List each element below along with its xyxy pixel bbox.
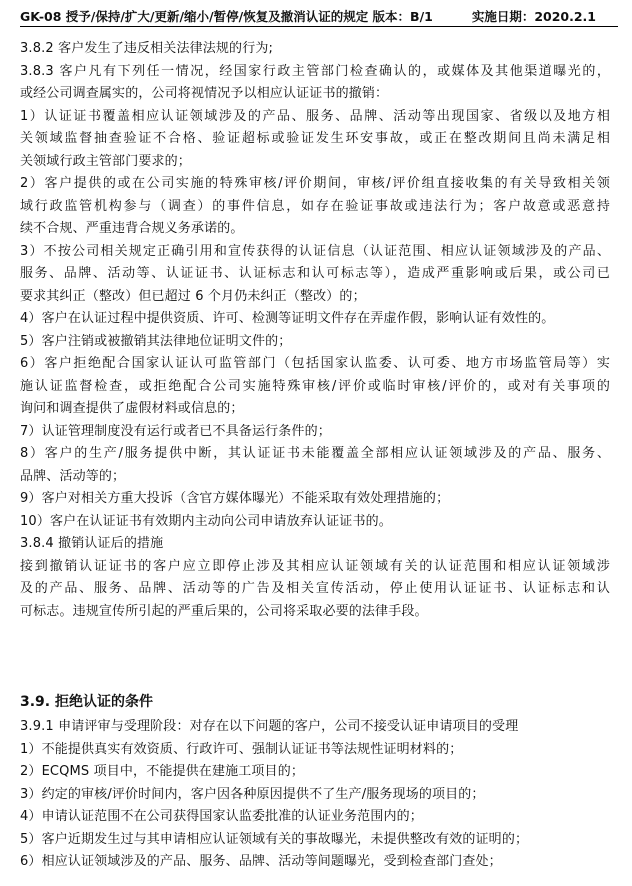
text-line: 3.9.1 申请评审与受理阶段：对存在以下问题的客户，公司不接受认证申请项目的受理 — [20, 719, 519, 734]
text-line: 4）客户在认证过程中提供资质、许可、检测等证明文件存在弄虚作假，影响认证有效性的。 — [20, 311, 555, 326]
document-body-section-3-8 — [20, 38, 610, 623]
text-line: 4）申请认证范围不在公司获得国家认监委批准的认证业务范围内的； — [20, 809, 423, 824]
text-line: 9）客户对相关方重大投诉（含官方媒体曝光）不能采取有效处理措施的； — [20, 491, 450, 506]
text-line: 3）不按公司相关规定正确引用和宣传获得的认证信息（认证范围、相应认证领域涉及的产品、 — [20, 243, 610, 259]
text-line: 续不合规、严重违背合规义务承诺的。 — [20, 221, 244, 236]
text-line: 6）客户拒绝配合国家认证认可监管部门（包括国家认监委、认可委、地方市场监管局等）实 — [20, 356, 610, 371]
page-header — [20, 0, 618, 27]
text-line: 2）ECQMS 项目中，不能提供在建施工项目的； — [20, 764, 304, 779]
text-line: 6）相应认证领域涉及的产品、服务、品牌、活动等间题曝光，受到检查部门查处； — [20, 854, 502, 869]
text-line: 要求其纠正（整改）但已超过 6 个月仍未纠正（整改）的； — [20, 288, 366, 304]
text-line: 关领域监督抽查验证不合格、验证超标或验证发生环安事故，或正在整改期间且尚未满足相 — [20, 131, 610, 146]
text-line: 1）不能提供真实有效资质、行政许可、强制认证证书等法规性证明材料的； — [20, 741, 463, 757]
text-line: 及的产品、服务、品牌、活动等的广告及相关宣传活动，停止使用认证证书、认证标志和认 — [20, 581, 610, 596]
text-line: 服务、品牌、活动等、认证证书、认证标志和认可标志等），造成严重影响或后果，或公司已 — [20, 266, 610, 281]
text-line: 10）客户在认证证书有效期内主动向公司申请放弃认证证书的。 — [20, 513, 392, 529]
effective-date: 实施日期：2020.2.1 — [471, 9, 596, 24]
text-line: 关领域行政主管部门要求的； — [20, 153, 191, 169]
text-line: 7）认证管理制度没有运行或者已不具备运行条件的； — [20, 423, 331, 439]
text-line: 品牌、活动等的； — [20, 468, 126, 484]
text-line: 1）认证证书覆盖相应认证领域涉及的产品、服务、品牌、活动等出现国家、省级以及地方相 — [20, 108, 610, 124]
text-line: 5）客户近期发生过与其申请相应认证领域有关的事故曝光，未提供整改有效的证明的； — [20, 831, 529, 847]
text-line: 3.8.4 撤销认证后的措施 — [20, 536, 164, 551]
text-line: 3.8.3 客户凡有下列任一情况，经国家行政主管部门检查确认的，或媒体及其他渠道曝光的， — [20, 63, 610, 79]
text-line: 接到撤销认证证书的客户应立即停止涉及其相应认证领域有关的认证范围和相应认证领域涉 — [20, 558, 610, 574]
text-line: 施认证监督检查，或拒绝配合公司实施特殊审核/评价或临时审核/评价的，或对有关事项的 — [20, 378, 610, 394]
document-title: GK-08 授予/保持/扩大/更新/缩小/暂停/恢复及撤消认证的规定 版本：B/1 — [20, 9, 433, 24]
text-line: 可标志。违规宣传所引起的严重后果的，公司将采取必要的法律手段。 — [20, 603, 428, 619]
text-line: 或经公司调查属实的，公司将视情况予以相应认证证书的撤销： — [20, 86, 389, 101]
text-line: 域行政监管机构参与（调查）的事件信息，如存在验证事故或违法行为；客户故意或恶意持 — [20, 198, 610, 214]
section-heading-3-9: 3.9. 拒绝认证的条件 — [20, 694, 153, 710]
document-body-section-3-9 — [20, 716, 610, 874]
text-line: 2）客户提供的或在公司实施的特殊审核/评价期间，审核/评价组直接收集的有关导致相关领 — [20, 176, 610, 191]
text-line: 5）客户注销或被撤销其法律地位证明文件的； — [20, 333, 292, 349]
text-line: 8）客户的生产/服务提供中断，其认证证书未能覆盖全部相应认证领域涉及的产品、服务、 — [20, 446, 610, 461]
text-line: 询问和调查提供了虚假材料或信息的； — [20, 401, 244, 416]
text-line: 3.8.2 客户发生了违反相关法律法规的行为; — [20, 41, 274, 56]
text-line: 3）约定的审核/评价时间内，客户因各种原因提供不了生产/服务现场的项目的； — [20, 786, 485, 802]
